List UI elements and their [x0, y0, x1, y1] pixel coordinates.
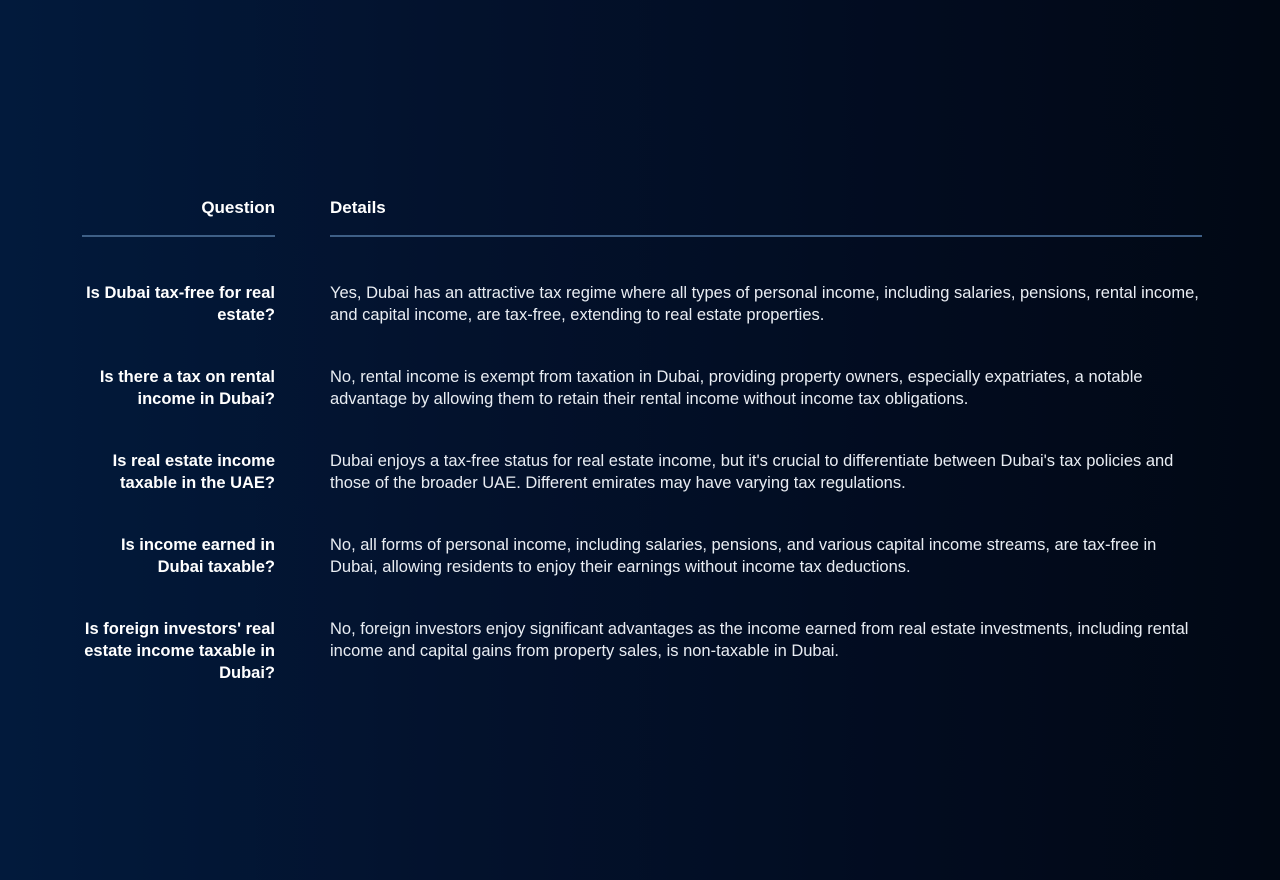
faq-table [82, 198, 1202, 702]
details-cell: No, all forms of personal income, including salaries, pensions, and various capital income streams, are tax-free in Dubai, allowing residents to enjoy their earnings without income tax deductions. [330, 536, 1157, 576]
table-row [82, 618, 1202, 702]
table-row [82, 366, 1202, 450]
question-cell: Is Dubai tax-free for real estate? [86, 284, 275, 324]
question-cell: Is foreign investors' real estate income taxable in Dubai? [84, 620, 275, 682]
question-cell: Is there a tax on rental income in Dubai? [99, 368, 275, 408]
details-cell: No, foreign investors enjoy significant advantages as the income earned from real estate investments, including rental income and capital gains from property sales, is non-taxable in Dubai. [330, 620, 1189, 660]
table-row [82, 534, 1202, 618]
details-cell: Yes, Dubai has an attractive tax regime where all types of personal income, including salaries, pensions, rental income, and capital income, are tax-free, extending to real estate properties. [330, 284, 1199, 324]
table-header [82, 198, 1202, 236]
details-cell: Dubai enjoys a tax-free status for real estate income, but it's crucial to differentiate between Dubai's tax policies and those of the broader UAE. Different emirates may have varying tax regulations. [330, 452, 1174, 492]
table-row [82, 450, 1202, 534]
details-column-header: Details [330, 198, 1202, 237]
question-column-header: Question [82, 198, 275, 237]
details-cell: No, rental income is exempt from taxation in Dubai, providing property owners, especially expatriates, a notable advantage by allowing them to retain their rental income without income tax obligations. [330, 368, 1143, 408]
question-cell: Is income earned in Dubai taxable? [120, 536, 275, 576]
question-cell: Is real estate income taxable in the UAE? [112, 452, 275, 492]
table-body [82, 282, 1202, 702]
table-row [82, 282, 1202, 366]
